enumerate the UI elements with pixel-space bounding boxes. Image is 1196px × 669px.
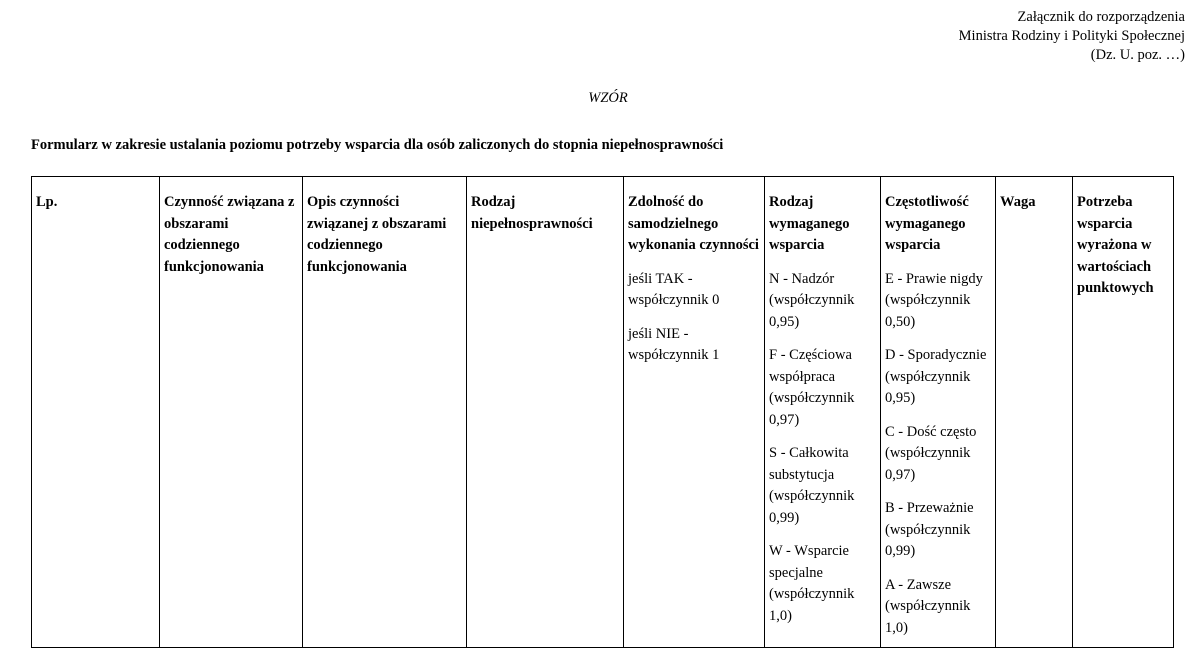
annex-line-1: Załącznik do rozporządzenia: [1017, 9, 1185, 25]
col-opis: [303, 177, 467, 648]
col-rodzaj-niep-header: Rodzaj niepełnosprawności: [471, 194, 593, 232]
support-form-table: [31, 176, 1174, 648]
czestotliwosc-option: B - Przeważnie (współczynnik 0,99): [885, 500, 974, 559]
zdolnosc-option: jeśli TAK - współczynnik 0: [628, 270, 720, 308]
rodzaj-wsparcia-option: F - Częściowa współpraca (współczynnik 0,97): [769, 347, 855, 428]
zdolnosc-option: jeśli NIE - współczynnik 1: [628, 325, 720, 363]
col-czynnosc-header: Czynność związana z obszarami codziennego funkcjonowania: [164, 194, 295, 275]
template-label: WZÓR: [588, 90, 628, 106]
col-zdolnosc-header: Zdolność do samodzielnego wykonania czynności: [628, 194, 759, 253]
col-waga-header: Waga: [1000, 194, 1036, 210]
col-rodzaj-wsparcia: [765, 177, 881, 648]
col-opis-header: Opis czynności związanej z obszarami codziennego funkcjonowania: [307, 194, 447, 275]
col-czynnosc: [160, 177, 303, 648]
col-lp: [32, 177, 160, 648]
col-czestotliwosc-header: Częstotliwość wymaganego wsparcia: [885, 194, 969, 253]
table-row: [32, 177, 1174, 648]
col-rodzaj-wsparcia-header: Rodzaj wymaganego wsparcia: [769, 194, 850, 253]
col-potrzeba: [1073, 177, 1174, 648]
czestotliwosc-option: A - Zawsze (współczynnik 1,0): [885, 576, 971, 636]
col-potrzeba-header: Potrzeba wsparcia wyrażona w wartościach punktowych: [1077, 194, 1154, 296]
rodzaj-wsparcia-option: W - Wsparcie specjalne (współczynnik 1,0): [769, 543, 855, 624]
annex-line-3: (Dz. U. poz. …): [1090, 47, 1185, 63]
form-title: Formularz w zakresie ustalania poziomu potrzeby wsparcia dla osób zaliczonych do stopnia niepełnosprawności: [31, 137, 724, 153]
col-lp-header: Lp.: [36, 194, 58, 210]
rodzaj-wsparcia-option: S - Całkowita substytucja (współczynnik 0,99): [769, 445, 855, 526]
col-rodzaj-niepelnosprawnosci: [467, 177, 624, 648]
annex-note: [959, 8, 1185, 65]
czestotliwosc-option: E - Prawie nigdy (współczynnik 0,50): [885, 270, 983, 330]
rodzaj-wsparcia-option: N - Nadzór (współczynnik 0,95): [769, 270, 855, 330]
col-czestotliwosc: [881, 177, 996, 648]
czestotliwosc-option: C - Dość często (współczynnik 0,97): [885, 423, 977, 483]
col-waga: [996, 177, 1073, 648]
annex-line-2: Ministra Rodziny i Polityki Społecznej: [958, 28, 1185, 44]
col-zdolnosc: [624, 177, 765, 648]
czestotliwosc-option: D - Sporadycznie (współczynnik 0,95): [885, 347, 987, 406]
